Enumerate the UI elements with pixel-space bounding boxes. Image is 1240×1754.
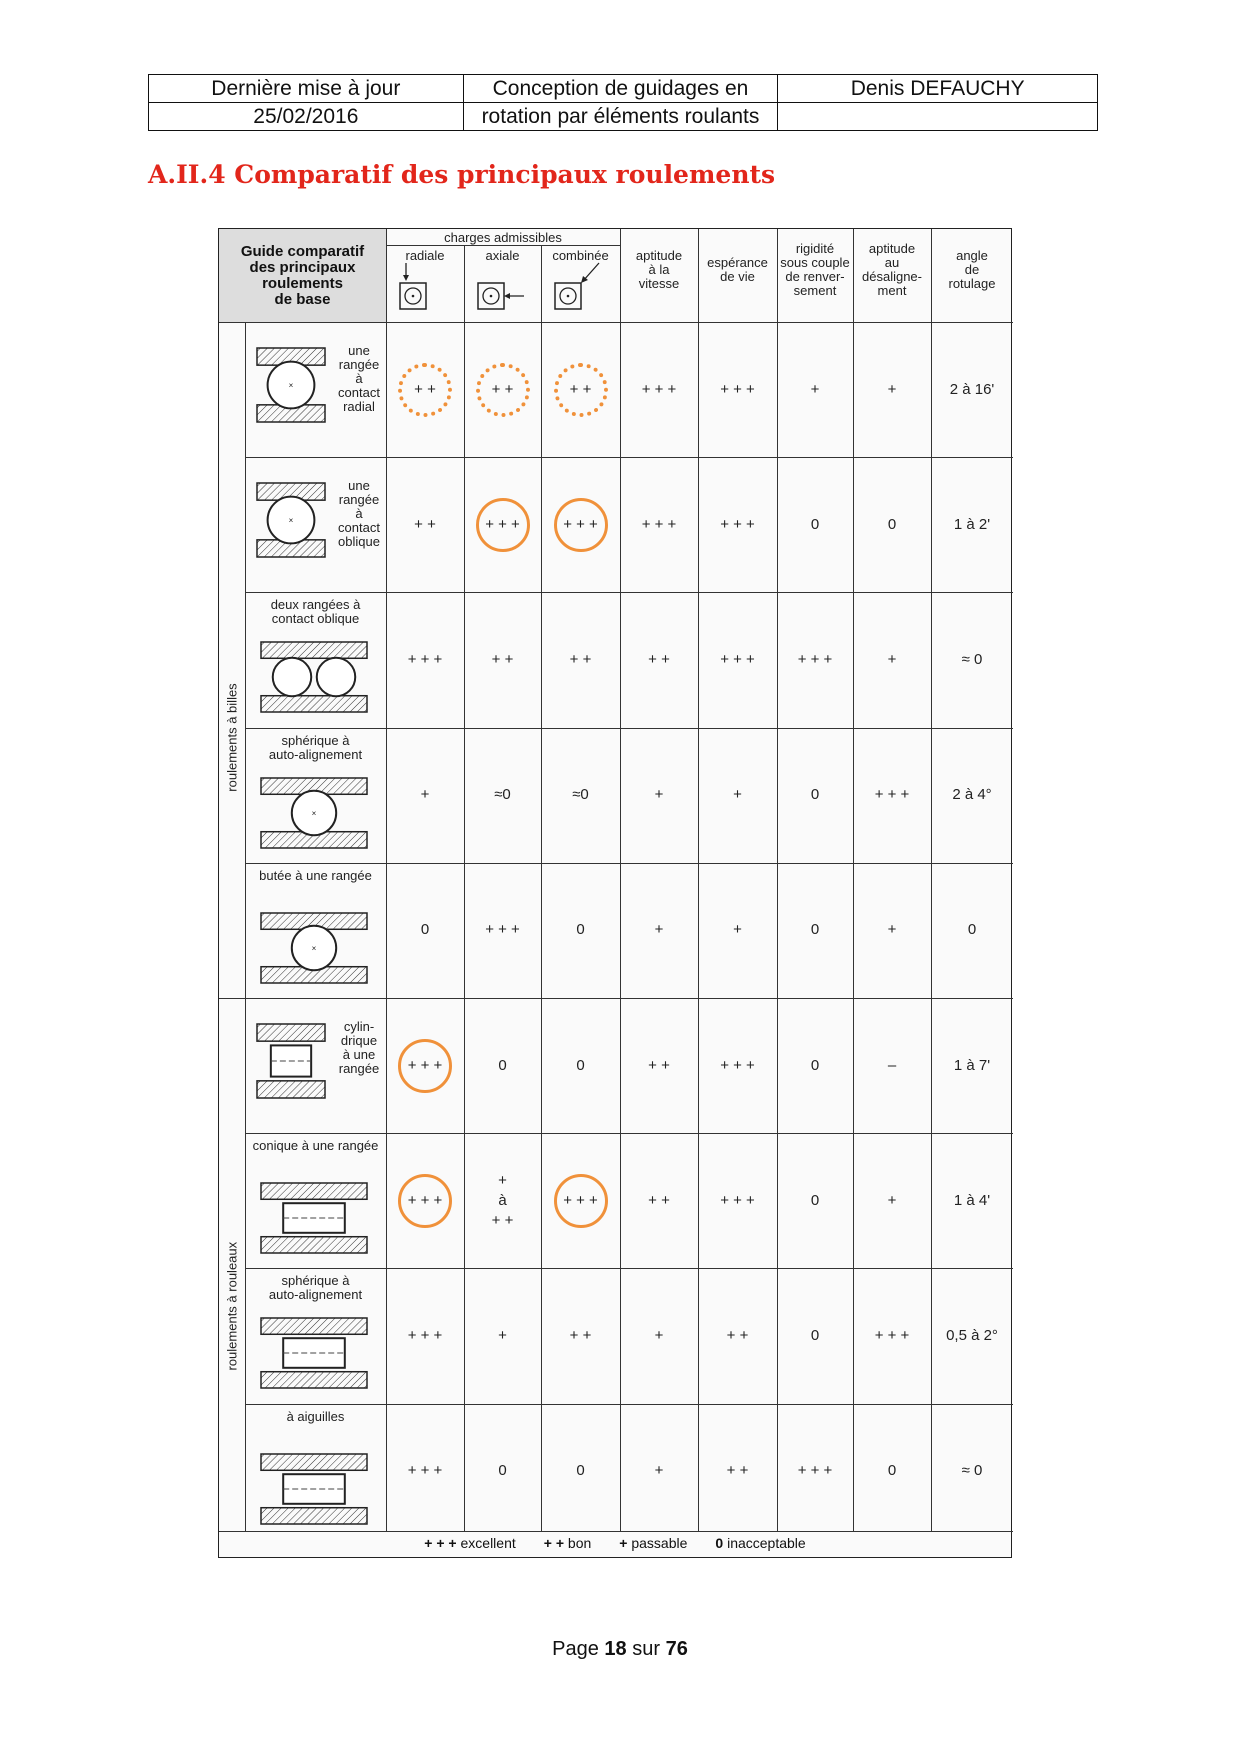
rating-value: + [733,786,742,804]
rating-value: + + + [874,786,910,804]
footer-middle: sur [626,1638,666,1660]
bearing-label-line: drique [340,1033,378,1048]
rating-value: + [733,921,742,939]
guide-title-line: Guide comparatif [240,242,365,260]
guide-title-line: roulements [262,274,343,292]
column-header-line: rotulage [948,276,996,291]
bearing-label [245,1274,386,1302]
guide-title-line: de base [274,290,331,308]
bearing-label [331,344,387,414]
bearing-drawing [259,911,369,985]
highlight-circle [398,363,452,417]
column-header-line: sous couple [780,255,850,270]
rating-value: + + + [720,650,755,668]
rating-value: + + [569,650,592,668]
rating-value: ≈0 [572,786,589,804]
rating-value: 0 [810,786,820,804]
bearing-label-line: deux rangées à [270,597,361,613]
rating-value: + + [726,1462,749,1480]
charges-label: charges admissibles [444,230,562,245]
rating-value: + + [414,515,436,533]
bearing-label-line: à aiguilles [286,1408,345,1424]
rating-value: + [887,921,897,939]
bearing-label-line: sphérique à [281,732,350,748]
column-header-line: rigidité [795,241,835,256]
legend-item [715,1535,805,1551]
bearing-label-line: contact oblique [271,611,360,627]
rating-value: + + [414,380,436,398]
column-header-line: à la [648,262,670,277]
rating-value: 0,5 à 2° [946,1326,998,1344]
rating-value: + [887,380,897,398]
highlight-circle [398,1039,452,1093]
legend-text: inacceptable [727,1535,806,1551]
group-label-ball-bearings: roulements à billes [224,683,240,792]
rating-value: + + + [563,1191,598,1209]
axial-load-symbol [470,261,530,317]
bearing-drawing [255,1022,327,1100]
rating-value: 0 [810,515,820,533]
legend-symbol: + + [543,1535,568,1551]
rating-value: + + + [797,1462,833,1480]
group-separator [219,998,245,999]
svg-text:×: × [311,808,317,818]
section-title: A.II.4 Comparatif des principaux roulements [148,160,776,189]
rating-value: + [810,380,820,398]
column-header-line: aptitude [635,248,683,263]
doc-title-line1: Conception de guidages en [463,75,778,103]
rating-value: + + + [641,380,677,398]
column-header-4 [620,235,698,305]
rating-value: 0 [810,1326,820,1344]
rating-value: 2 à 4° [952,786,992,804]
bearing-label-line: rangée [338,1061,380,1076]
rating-value: + + + [720,1191,755,1209]
legend-text: excellent [460,1535,516,1551]
last-update-label: Dernière mise à jour [149,75,464,103]
author: Denis DEFAUCHY [778,75,1098,103]
rating-value: + + + [874,1326,910,1344]
rating-value: + + + [407,1191,443,1209]
legend-text: bon [567,1535,592,1551]
rating-value: 0 [810,921,820,939]
bearing-label [331,479,387,549]
highlight-circle [476,498,530,552]
bearing-label-line: auto-alignement [268,1287,363,1303]
bearing-label-line: à [355,506,363,522]
rating-value: + [887,1191,897,1209]
doc-title-line2: rotation par éléments roulants [463,103,778,131]
column-header-line: désaligne- [862,269,922,284]
rating-value: + [654,921,664,939]
rating-value: 1 à 2' [953,515,991,533]
bearing-drawing [259,1181,369,1255]
rating-value: 0 [887,1462,897,1480]
combined-load-symbol [547,261,607,317]
rating-value: 0 [498,1056,507,1074]
rating-value: 1 à 4' [953,1191,991,1209]
bearing-label [331,1020,387,1076]
svg-text:×: × [288,381,294,390]
rating-value: + + [569,1326,592,1344]
rating-value: + à + + [491,1171,514,1229]
bearing-label [245,598,386,626]
bearing-label [245,734,386,762]
rating-value: + + [648,650,670,668]
column-header-line: axiale [485,248,520,263]
rating-value: 0 [576,1462,585,1480]
bearing-label-line: contact [338,520,380,536]
bearing-label-line: rangée [338,492,380,508]
column-header-line: de renver- [785,269,845,284]
rating-value: + + [491,650,514,668]
column-header-line: sement [793,283,837,298]
rating-value: + + + [407,650,443,668]
page-footer [0,1638,1240,1661]
rating-value: + [887,650,897,668]
highlight-circle [476,363,530,417]
rating-value: ≈0 [494,786,511,804]
rating-value: + + + [641,515,677,533]
column-header-5 [698,235,777,305]
last-update-date: 25/02/2016 [149,103,464,131]
rating-value: 0 [576,921,585,939]
rating-value: + + + [797,650,833,668]
rating-value: – [887,1056,897,1074]
legend-symbol: + + + [424,1535,461,1551]
rating-value: + + + [720,1056,755,1074]
rating-value: + [498,1326,507,1344]
highlight-circle [554,363,608,417]
bearing-label-line: conique à une rangée [252,1138,379,1154]
bearing-label [245,1139,386,1153]
highlight-circle [554,1174,608,1228]
rating-value: + + [648,1056,670,1074]
bearing-label-line: rangée [338,357,380,372]
rating-value: + + + [407,1056,443,1074]
column-header-line: espérance [707,255,768,270]
guide-title-line: des principaux [249,258,356,276]
rating-value: 0 [810,1056,820,1074]
group-label-roller-bearings: roulements à rouleaux [224,1242,240,1371]
legend-item [424,1535,515,1551]
rating-value: + + + [563,515,598,533]
rating-value: + + + [720,515,755,533]
highlight-circle [398,1174,452,1228]
rating-value: 0 [967,921,977,939]
bearing-drawing [255,481,327,559]
bearing-drawing [259,640,369,714]
rating-value: + [654,786,664,804]
column-header-line: de vie [720,269,755,284]
column-header-line: aptitude [868,241,916,256]
radial-load-symbol [392,261,452,317]
bearing-label [245,869,386,883]
column-header-line: combinée [552,248,609,263]
page-total: 76 [665,1638,688,1660]
column-header-line: de [964,262,980,277]
column-header-line: ment [877,283,907,298]
bearing-label-line: butée à une rangée [259,867,372,883]
bearing-label-line: à [355,371,363,386]
rating-value: 1 à 7' [953,1056,991,1074]
rating-value: + + [491,380,514,398]
rating-value: + + + [485,921,520,939]
rating-value: + + [648,1191,670,1209]
legend-item [544,1535,592,1551]
rating-value: + + + [407,1462,443,1480]
bearing-label-line: cylin- [343,1019,375,1034]
bearing-comparison-table [218,228,1012,1558]
svg-text:×: × [288,516,294,526]
highlight-circle [554,498,608,552]
bearing-label-line: oblique [338,534,380,550]
header-empty-cell [778,103,1098,131]
rating-value: + + [569,380,592,398]
column-header-8 [931,235,1013,305]
legend-symbol: 0 [715,1535,728,1551]
column-header-7 [853,235,931,305]
charges-divider [386,245,620,246]
rating-value: + + + [407,1326,443,1344]
bearing-drawing [259,776,369,850]
column-header-line: angle [956,248,988,263]
group-divider [245,322,246,1531]
header-table [148,74,1098,131]
footer-prefix: Page [552,1638,605,1660]
bearing-label-line: une [348,343,370,358]
rating-value: + + [726,1326,749,1344]
rating-value: + [654,1326,664,1344]
rating-value: + [420,786,430,804]
rating-value: 0 [420,921,430,939]
rating-value: 0 [810,1191,820,1209]
column-header-line: radiale [405,248,445,263]
rating-value: + [654,1462,664,1480]
bearing-label-line: à une [342,1047,376,1062]
bearing-label-line: auto-alignement [268,746,363,762]
column-header-line: vitesse [638,276,680,291]
legend [219,1529,1011,1557]
bearing-drawing [259,1316,369,1390]
bearing-label-line: radial [343,399,375,414]
rating-value: 0 [576,1056,585,1074]
rating-value: + + + [720,380,755,398]
column-header-line: au [884,255,900,270]
legend-item [619,1535,687,1551]
rating-value: + + + [485,515,520,533]
rating-value: ≈ 0 [961,650,983,668]
legend-symbol: + [619,1535,632,1551]
rating-value: 2 à 16' [949,380,995,398]
bearing-drawing [259,1452,369,1526]
bearing-label-line: contact [338,385,380,400]
rating-value: 0 [498,1462,507,1480]
bearing-drawing [255,346,327,424]
guide-title [219,229,386,322]
svg-text:×: × [311,943,317,953]
legend-text: passable [631,1535,688,1551]
column-header-6 [777,235,853,305]
bearing-label-line: sphérique à [281,1273,350,1289]
bearing-label-line: une [348,478,370,494]
rating-value: 0 [887,515,897,533]
rating-value: ≈ 0 [961,1462,983,1480]
page-number: 18 [604,1638,627,1660]
bearing-label [245,1410,386,1424]
